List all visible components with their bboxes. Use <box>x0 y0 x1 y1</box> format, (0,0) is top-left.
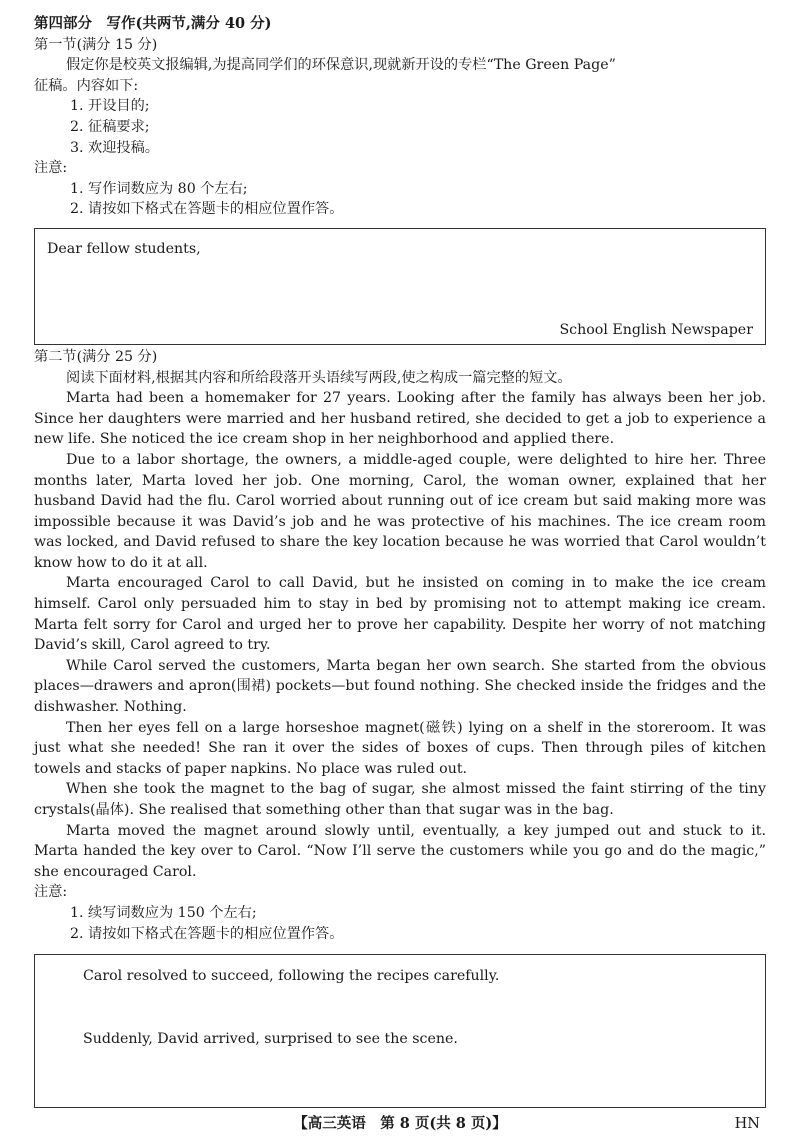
footer-page-info: 【高三英语 第 8 页(共 8 页)】 <box>293 1115 507 1132</box>
section1-prompt-line1: 假定你是校英文报编辑,为提高同学们的环保意识,现就新开设的专栏“The Green Page” <box>66 57 616 74</box>
box-paragraph-opener-1: Carol resolved to succeed, following the recipes carefully. <box>83 968 500 985</box>
box-signature: School English Newspaper <box>559 321 753 338</box>
story-paragraph: Marta had been a homemaker for 27 years. Looking after the family has always been her job. Since her daughters were married and her husband retired, she decided to get a job to experience a new life. She noticed the ice cream shop in her neighborhood and applied there. <box>34 390 766 448</box>
section2-note: 2. 请按如下格式在答题卡的相应位置作答。 <box>70 925 344 942</box>
part4-heading: 第四部分 写作(共两节,满分 40 分) <box>34 15 272 32</box>
section1-heading: 第一节(满分 15 分) <box>34 36 158 53</box>
section2-notes-heading: 注意: <box>34 884 68 901</box>
section2-note: 1. 续写词数应为 150 个左右; <box>70 904 257 921</box>
section1-item: 2. 征稿要求; <box>70 118 150 135</box>
box-greeting: Dear fellow students, <box>47 240 201 257</box>
section1-item: 3. 欢迎投稿。 <box>70 139 159 156</box>
section2-heading: 第二节(满分 25 分) <box>34 348 158 365</box>
answer-box-section1 <box>34 228 766 345</box>
section1-note: 2. 请按如下格式在答题卡的相应位置作答。 <box>70 201 344 218</box>
story-paragraph: Marta encouraged Carol to call David, but he insisted on coming in to make the ice cream himself. Carol only persuaded him to stay in bed by promising not to attempt making ice cream. Marta felt sorry for Carol and urged her to prove her capability. Despite her worry of not matching David’s skill, Carol agreed to try. <box>34 575 766 654</box>
section1-prompt-line2: 征稿。内容如下: <box>34 77 139 94</box>
footer-code: HN <box>734 1116 760 1132</box>
section1-notes-heading: 注意: <box>34 160 68 177</box>
section2-instruction: 阅读下面材料,根据其内容和所给段落开头语续写两段,使之构成一篇完整的短文。 <box>66 369 572 386</box>
story-paragraph: When she took the magnet to the bag of sugar, she almost missed the faint stirring of the tiny crystals(晶体). She realised that something other than that sugar was in the bag. <box>34 781 766 818</box>
story-paragraph: Due to a labor shortage, the owners, a middle-aged couple, were delighted to hire her. Three months later, Marta loved her job. One morning, Carol, the woman owner, explained that her husband David had the flu. Carol worried about running out of ice cream but said making more was impossible because it was David’s job and he was protective of his machines. The ice cream room was locked, and David refused to share the key location because he was worried that Carol wouldn’t know how to do it at all. <box>34 451 766 571</box>
exam-page <box>34 14 766 1108</box>
story-paragraph: While Carol served the customers, Marta began her own search. She started from the obvious places—drawers and apron(围裙) pockets—but found nothing. She checked inside the fridges and the dishwasher. Nothing. <box>34 657 766 716</box>
story-paragraph: Marta moved the magnet around slowly until, eventually, a key jumped out and stuck to it. Marta handed the key over to Carol. “Now I’ll serve the customers while you go and do the magic,” she encouraged Carol. <box>34 822 766 880</box>
box-paragraph-opener-2: Suddenly, David arrived, surprised to see the scene. <box>83 1031 458 1048</box>
section1-item: 1. 开设目的; <box>70 98 150 115</box>
answer-box-section2 <box>34 954 766 1108</box>
section1-note: 1. 写作词数应为 80 个左右; <box>70 180 248 197</box>
story-paragraph: Then her eyes fell on a large horseshoe magnet(磁铁) lying on a shelf in the storeroom. It was just what she needed! She ran it over the sides of boxes of cups. Then through piles of kitchen towels and stacks of paper napkins. No place was ruled out. <box>34 719 766 777</box>
